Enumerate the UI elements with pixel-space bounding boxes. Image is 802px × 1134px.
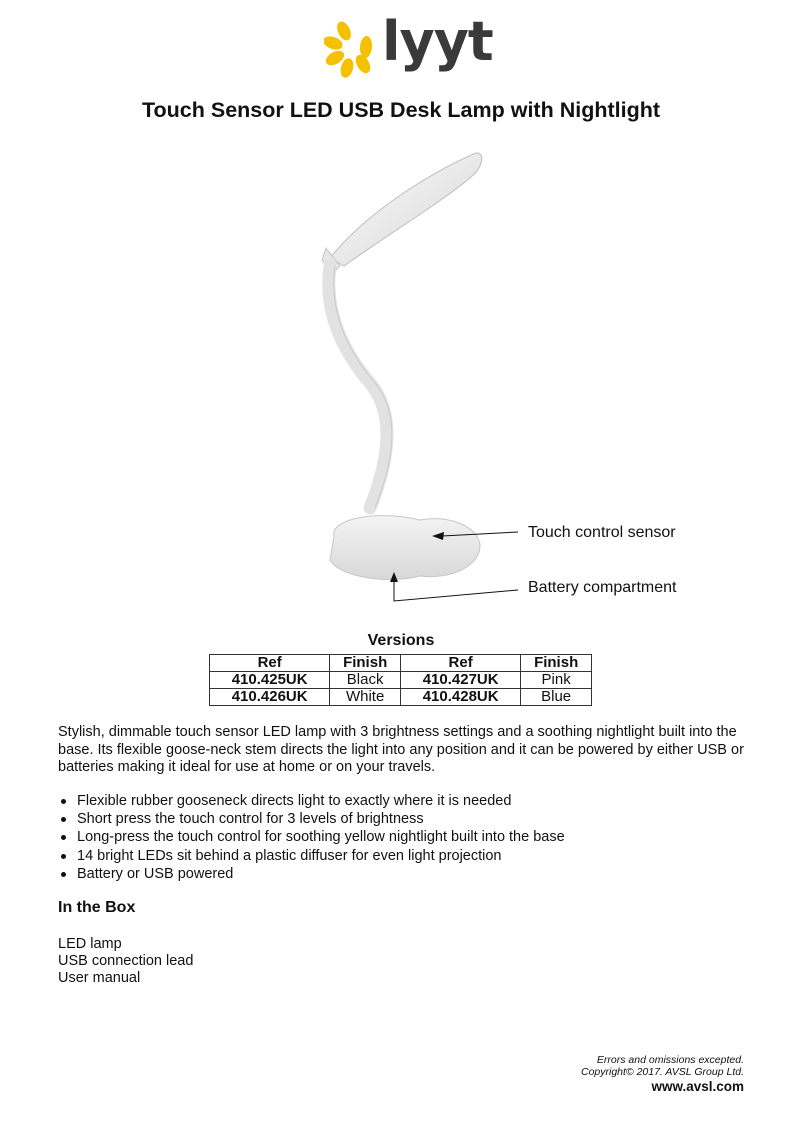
in-the-box-heading: In the Box (58, 899, 136, 916)
footer-website: www.avsl.com (651, 1079, 744, 1094)
table-row (210, 672, 592, 689)
feature-item: Battery or USB powered (58, 865, 565, 883)
brand-name: lyyt (382, 10, 493, 73)
finish-cell: Black (330, 672, 401, 689)
header-finish: Finish (330, 655, 401, 672)
battery-compartment-arrow (394, 580, 518, 601)
finish-cell: Blue (521, 689, 592, 706)
brand-logo (324, 10, 493, 80)
versions-title: Versions (367, 632, 435, 649)
lamp-product-image (300, 148, 520, 608)
footer (581, 1054, 744, 1096)
feature-item: Long-press the touch control for soothing yellow nightlight built into the base (58, 828, 565, 846)
ref-cell: 410.428UK (400, 689, 520, 706)
feature-item: 14 bright LEDs sit behind a plastic diffuser for even light projection (58, 847, 565, 865)
finish-cell: White (330, 689, 401, 706)
ref-cell: 410.426UK (210, 689, 330, 706)
sun-petals-icon (324, 16, 384, 80)
versions-table (209, 654, 592, 706)
box-item: User manual (58, 969, 141, 986)
in-the-box-list (58, 936, 193, 986)
finish-cell: Pink (521, 672, 592, 689)
ref-cell: 410.427UK (400, 672, 520, 689)
ref-cell: 410.425UK (210, 672, 330, 689)
table-header-row (210, 655, 592, 672)
page-title: Touch Sensor LED USB Desk Lamp with Nightlight (141, 98, 660, 122)
footer-disclaimer: Errors and omissions excepted. (596, 1054, 744, 1066)
lamp-base (330, 516, 480, 580)
feature-item: Short press the touch control for 3 levels of brightness (58, 810, 565, 828)
feature-list (58, 792, 565, 883)
header-ref: Ref (400, 655, 520, 672)
box-item: LED lamp (58, 936, 122, 952)
feature-item: Flexible rubber gooseneck directs light to exactly where it is needed (58, 792, 565, 810)
table-row (210, 689, 592, 706)
callout-touch-control-sensor: Touch control sensor (528, 524, 676, 541)
header-ref: Ref (210, 655, 330, 672)
header-finish: Finish (521, 655, 592, 672)
box-item: USB connection lead (58, 952, 194, 969)
footer-copyright: Copyright© 2017. AVSL Group Ltd. (580, 1066, 744, 1078)
product-description: Stylish, dimmable touch sensor LED lamp with 3 brightness settings and a soothing nightlight built into the base. Its flexible goose-neck stem directs the light into any position and it can be powered by either USB or batteries making it ideal for use at home or on your travels. (58, 724, 744, 775)
lamp-head (330, 153, 482, 266)
callout-battery-compartment: Battery compartment (528, 579, 677, 596)
